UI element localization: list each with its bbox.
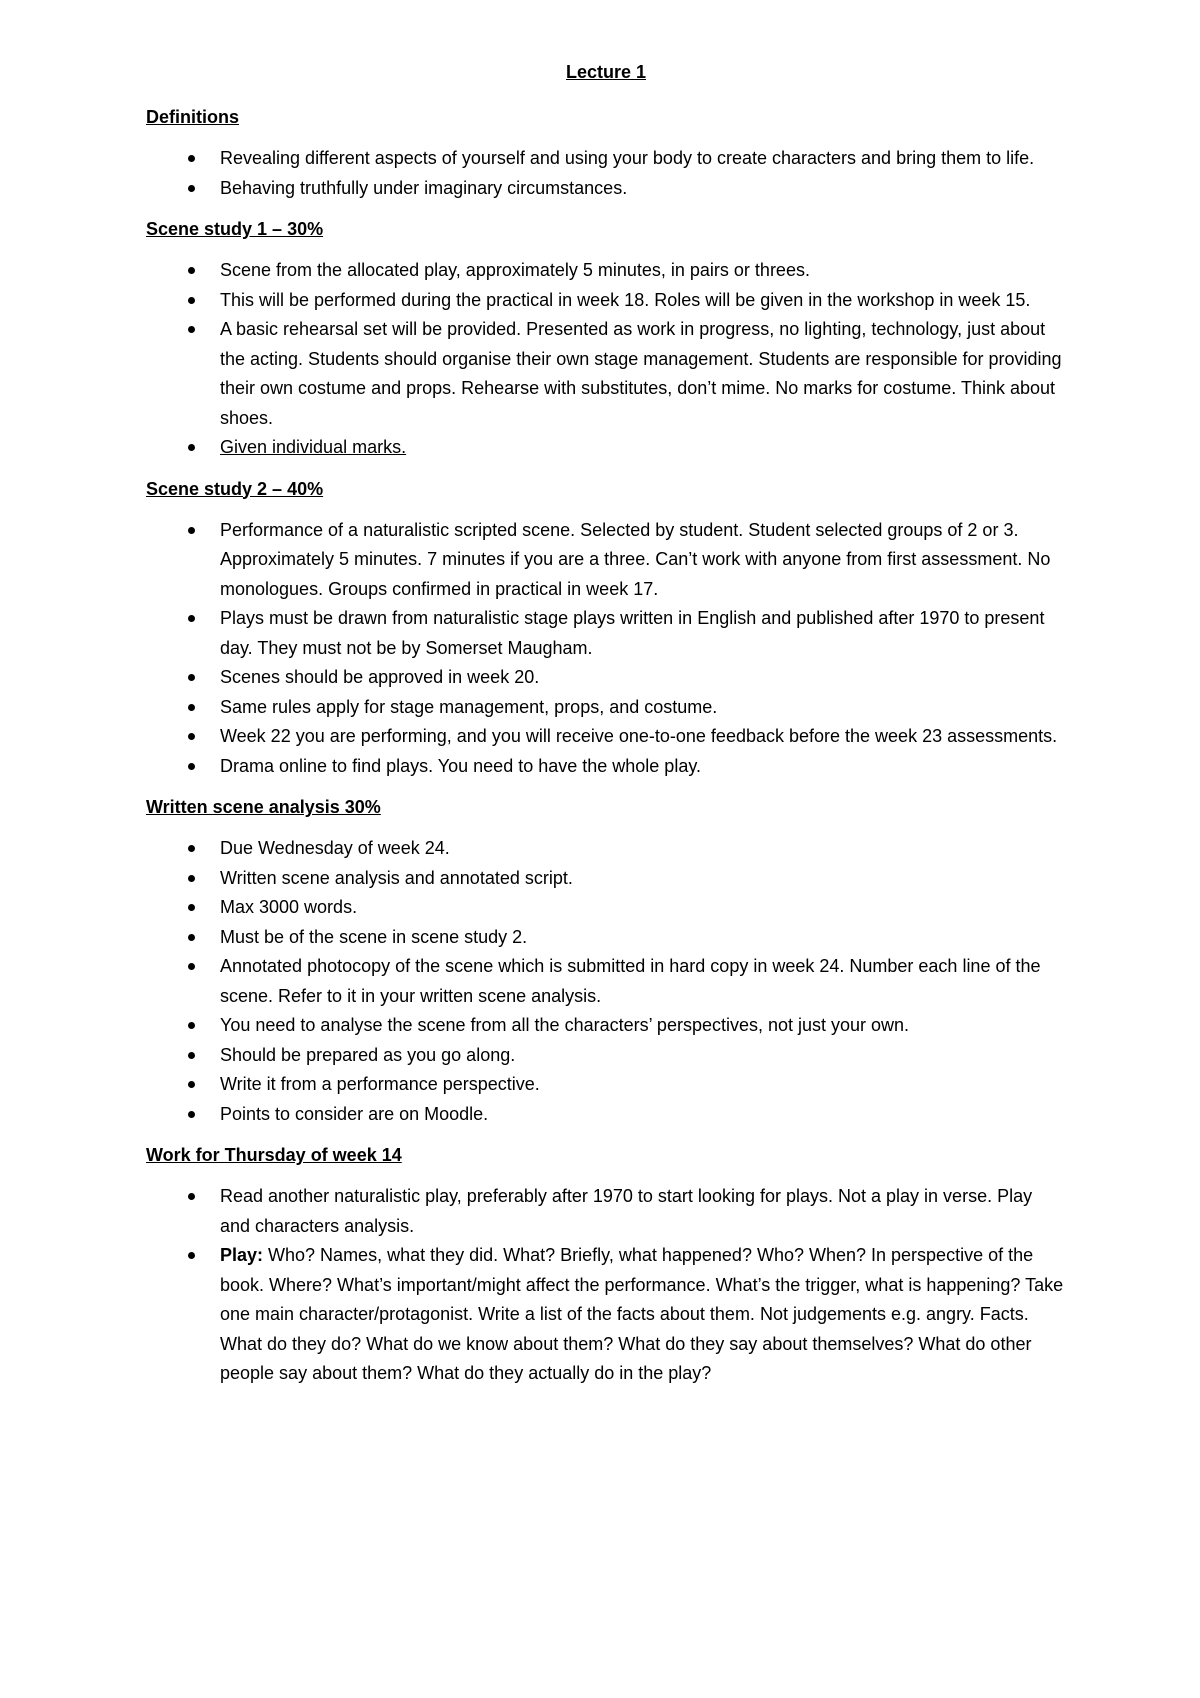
bullet-icon (188, 733, 195, 740)
item-text: Should be prepared as you go along. (220, 1044, 516, 1065)
list-item (146, 1241, 1066, 1389)
document-page (146, 58, 1066, 1401)
bullet-icon (188, 1022, 195, 1029)
bullet-icon (188, 845, 195, 852)
item-text: Written scene analysis and annotated script. (220, 867, 573, 888)
item-text: Behaving truthfully under imaginary circumstances. (220, 177, 628, 198)
bullet-icon (188, 963, 195, 970)
list-item (146, 663, 1066, 693)
bullet-list (146, 144, 1066, 203)
bullet-icon (188, 444, 195, 451)
bullet-icon (188, 1193, 195, 1200)
list-item (146, 174, 1066, 204)
list-item (146, 516, 1066, 605)
item-text: Revealing different aspects of yourself and using your body to create characters and bring them to life. (220, 148, 1035, 168)
section-heading: Scene study 2 – 40% (146, 478, 324, 499)
list-item (146, 315, 1066, 433)
section-heading: Written scene analysis 30% (146, 797, 381, 817)
item-text: Points to consider are on Moodle. (220, 1103, 489, 1124)
bullet-icon (188, 1081, 195, 1088)
item-text: Given individual marks. (220, 437, 407, 457)
list-item (146, 1070, 1066, 1100)
item-text: Annotated photocopy of the scene which is submitted in hard copy in week 24. Number each line of the scene. Refer to it in your written scene analysis. (220, 956, 1041, 1006)
section (146, 215, 1066, 463)
document-title: Lecture 1 (565, 62, 647, 82)
item-text: A basic rehearsal set will be provided. Presented as work in progress, no lighting, technology, just about the acting. Students should organise their own stage management. Students are responsible for providing their own costume and props. Rehearse with substitutes, don’t mime. No marks for costume. Think about shoes. (220, 319, 1062, 428)
bullet-list (146, 256, 1066, 463)
list-item (146, 433, 1066, 463)
list-item (146, 256, 1066, 286)
item-text: Week 22 you are performing, and you will receive one-to-one feedback before the week 23 assessments. (220, 726, 1058, 746)
list-item (146, 1100, 1066, 1130)
item-text: Scene from the allocated play, approximately 5 minutes, in pairs or threes. (220, 260, 810, 280)
bullet-icon (188, 1052, 195, 1059)
item-text: Plays must be drawn from naturalistic stage plays written in English and published after 1970 to present day. They must not be by Somerset Maugham. (220, 608, 1045, 658)
list-item (146, 1182, 1066, 1241)
item-lead: Play: (220, 1245, 264, 1265)
section-heading: Definitions (146, 107, 239, 127)
bullet-list (146, 516, 1066, 782)
document-body (146, 103, 1066, 1389)
item-text: Due Wednesday of week 24. (220, 838, 450, 858)
bullet-list (146, 834, 1066, 1129)
section (146, 1141, 1066, 1389)
item-text: Drama online to find plays. You need to have the whole play. (220, 755, 701, 776)
bullet-icon (188, 527, 195, 534)
item-text: Must be of the scene in scene study 2. (220, 926, 528, 947)
bullet-icon (188, 267, 195, 274)
item-text: This will be performed during the practical in week 18. Roles will be given in the workshop in week 15. (220, 289, 1031, 310)
bullet-icon (188, 1111, 195, 1118)
bullet-icon (188, 1252, 195, 1259)
list-item (146, 722, 1066, 752)
bullet-icon (188, 704, 195, 711)
list-item (146, 864, 1066, 894)
list-item (146, 1011, 1066, 1041)
list-item (146, 144, 1066, 174)
item-text: Who? Names, what they did. What? Briefly, what happened? Who? When? In perspective of the book. Where? What’s important/might affect the performance. What’s the trigger, what is happening? Take one main character/protagonist. Write a list of the facts about them. Not judgements e.g. angry. Facts. What do they do? What do we know about them? What do they say about themselves? What do other people say about them? What do they actually do in the play? (220, 1245, 1064, 1383)
list-item (146, 952, 1066, 1011)
list-item (146, 834, 1066, 864)
list-item (146, 893, 1066, 923)
bullet-icon (188, 904, 195, 911)
section-heading: Scene study 1 – 30% (146, 219, 324, 239)
bullet-icon (188, 185, 195, 192)
bullet-icon (188, 326, 195, 333)
list-item (146, 752, 1066, 782)
list-item (146, 693, 1066, 723)
bullet-icon (188, 674, 195, 681)
list-item (146, 604, 1066, 663)
bullet-icon (188, 763, 195, 770)
list-item (146, 286, 1066, 316)
item-text: Scenes should be approved in week 20. (220, 667, 540, 687)
item-text: Read another naturalistic play, preferably after 1970 to start looking for plays. Not a play in verse. Play and characters analysis. (220, 1186, 1033, 1236)
bullet-icon (188, 615, 195, 622)
item-text: Same rules apply for stage management, props, and costume. (220, 696, 718, 717)
item-text: Performance of a naturalistic scripted scene. Selected by student. Student selected groups of 2 or 3. Approximately 5 minutes. 7 minutes if you are a three. Can’t work with anyone from first assessment. No monologues. Groups confirmed in practical in week 17. (220, 519, 1051, 599)
section (146, 103, 1066, 203)
list-item (146, 1041, 1066, 1071)
item-text: Write it from a performance perspective. (220, 1074, 540, 1094)
bullet-icon (188, 155, 195, 162)
section (146, 475, 1066, 782)
section-heading: Work for Thursday of week 14 (146, 1145, 402, 1165)
bullet-icon (188, 297, 195, 304)
bullet-list (146, 1182, 1066, 1389)
item-text: Max 3000 words. (220, 897, 358, 917)
section (146, 793, 1066, 1129)
bullet-icon (188, 934, 195, 941)
list-item (146, 923, 1066, 953)
item-text: You need to analyse the scene from all the characters’ perspectives, not just your own. (220, 1015, 910, 1035)
bullet-icon (188, 875, 195, 882)
